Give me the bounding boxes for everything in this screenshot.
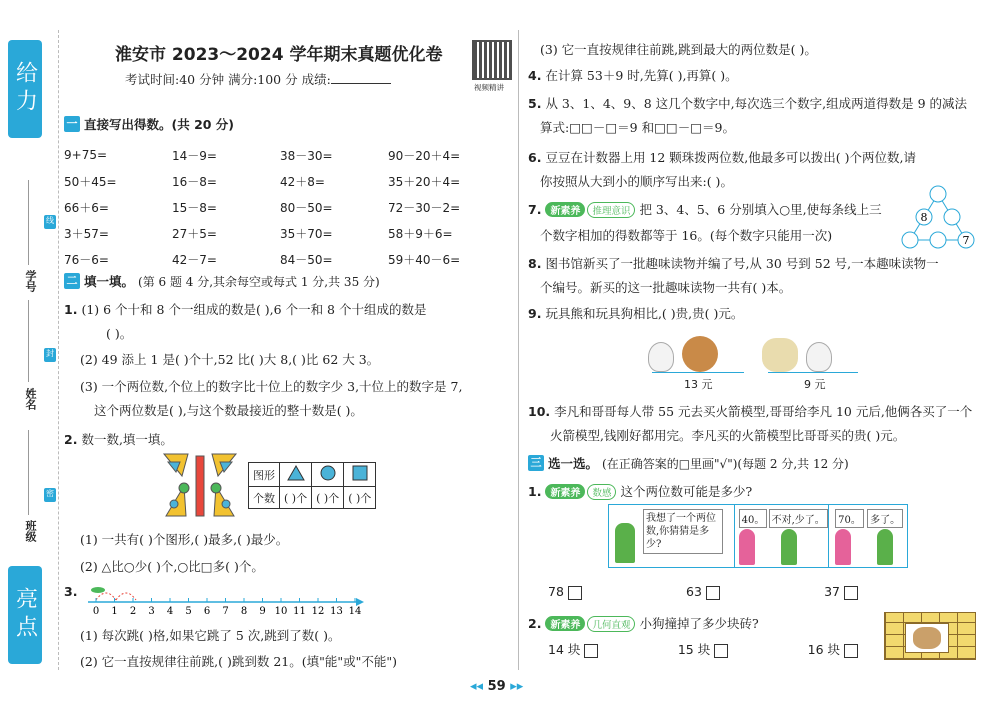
binding-line — [58, 30, 59, 670]
triangle-icon — [280, 463, 312, 487]
checkbox-14[interactable] — [584, 644, 598, 658]
section-3-number: 三 — [528, 455, 544, 471]
toy-cat-icon — [648, 342, 674, 372]
side-tab-bottom: 亮点 — [8, 566, 42, 664]
calc-item: 35＋70= — [280, 226, 333, 241]
calc-item: 3＋57= — [64, 226, 109, 241]
price-dog: 9 元 — [804, 378, 826, 391]
toy-dog-icon — [762, 338, 798, 372]
tick-label: 3 — [148, 606, 155, 617]
table-header-count: 个数 — [249, 487, 280, 509]
q2-part1: (1) 一共有( )个图形,( )最多,( )最少。 — [80, 532, 289, 547]
seal-dot-1: 线 — [44, 215, 56, 229]
bubble-5: 多了。 — [867, 509, 903, 528]
calc-row — [64, 246, 514, 272]
calc-item: 50＋45= — [64, 174, 117, 189]
q8: 8. 图书馆新买了一批趣味读物并编了号,从 30 号到 52 号,一本趣味读物一 — [528, 256, 939, 271]
calc-row — [64, 142, 514, 168]
section-2-note: (第 6 题 4 分,其余每空或每式 1 分,共 35 分) — [138, 274, 380, 289]
tick-label: 2 — [129, 606, 137, 617]
q2-title: 2. 数一数,填一填。 — [64, 432, 173, 447]
bubble-3: 不对,少了。 — [769, 509, 828, 528]
calc-grid — [64, 142, 514, 272]
dialog-cell-1 — [609, 505, 735, 567]
section-1-number: 一 — [64, 116, 80, 132]
count-square[interactable]: ( )个 — [344, 487, 376, 509]
toy-cat-icon-2 — [806, 342, 832, 372]
q7: 7. 新素养 推理意识 把 3、4、5、6 分别填入○里,使每条线上三 — [528, 202, 882, 217]
tick-label: 4 — [166, 606, 174, 617]
q7-cont: 个数字相加的得数都等于 16。(每个数字只能用一次) — [540, 228, 833, 243]
column-divider — [518, 30, 519, 670]
c1-subtag: 数感 — [587, 484, 616, 500]
toy-bear-icon — [682, 336, 718, 372]
price-bear: 13 元 — [684, 378, 713, 391]
number-line — [84, 580, 364, 620]
tick-label: 11 — [293, 606, 306, 617]
label-class: 班级 — [24, 520, 37, 542]
kid-icon-5 — [877, 529, 893, 565]
dialog-cell-3 — [829, 505, 907, 567]
tick-label: 14 — [348, 606, 362, 617]
calc-item: 9+75= — [64, 148, 108, 162]
checkbox-15[interactable] — [714, 644, 728, 658]
option-37[interactable]: 37 — [824, 584, 858, 600]
checkbox-16[interactable] — [844, 644, 858, 658]
q3-part3: (3) 它一直按规律往前跳,跳到最大的两位数是( )。 — [540, 42, 817, 57]
checkbox-37[interactable] — [844, 586, 858, 600]
c1-tag: 新素养 — [545, 484, 585, 499]
tick-label: 10 — [274, 606, 288, 617]
count-circle[interactable]: ( )个 — [312, 487, 344, 509]
section-3-title: 选一选。 — [548, 456, 599, 471]
triangle-circles-figure — [900, 184, 976, 252]
calc-item: 84－50= — [280, 252, 333, 267]
page-title: 淮安市 2023～2024 学年期末真题优化卷 — [115, 45, 443, 65]
price-line-2 — [768, 372, 858, 373]
tick-label: 8 — [240, 606, 248, 617]
q10-cont: 火箭模型,钱刚好都用完。李凡买的火箭模型比哥哥买的贵( )元。 — [550, 428, 906, 443]
q6-cont: 你按照从大到小的顺序写出来:( )。 — [540, 174, 733, 189]
label-school-number: 学号 — [24, 270, 37, 292]
dialog-cell-2 — [735, 505, 829, 567]
tick-label: 6 — [203, 606, 211, 617]
calc-item: 14－9= — [172, 148, 217, 163]
section-2-title: 填一填。 — [84, 274, 135, 289]
kid-icon-4 — [835, 529, 851, 565]
calc-item: 58＋9＋6= — [388, 226, 453, 241]
calc-row — [64, 194, 514, 220]
section-1-title: 直接写出得数。(共 20 分) — [84, 117, 235, 132]
butterfly-figure — [160, 452, 240, 520]
q5-cont: 算式:□□－□＝9 和□□－□＝9。 — [540, 120, 735, 135]
calc-item: 15－8= — [172, 200, 217, 215]
frog-icon — [91, 587, 105, 593]
tick-label: 13 — [330, 606, 343, 617]
calc-item: 42＋8= — [280, 174, 325, 189]
circle-value-8: 8 — [920, 211, 928, 224]
kid-icon-3 — [781, 529, 797, 565]
q9: 9. 玩具熊和玩具狗相比,( )贵,贵( )元。 — [528, 306, 744, 321]
q1-part1-cont: ( )。 — [106, 326, 133, 341]
side-tab-top: 给力 — [8, 40, 42, 138]
kid-icon-2 — [739, 529, 755, 565]
c1-options — [548, 584, 858, 600]
tick-label: 0 — [92, 606, 100, 617]
calc-item: 59＋40－6= — [388, 252, 461, 267]
dog-icon — [913, 627, 941, 649]
tick-label: 7 — [222, 606, 229, 617]
c2-subtag: 几何直观 — [587, 616, 635, 632]
brick-wall — [884, 612, 976, 660]
q3-part1: (1) 每次跳( )格,如果它跳了 5 次,跳到了数( )。 — [80, 628, 341, 643]
seal-dot-2: 封 — [44, 348, 56, 362]
q4: 4. 在计算 53＋9 时,先算( ),再算( )。 — [528, 68, 738, 83]
calc-item: 16－8= — [172, 174, 217, 189]
bubble-2: 40。 — [739, 509, 768, 528]
calc-row — [64, 220, 514, 246]
option-14[interactable]: 14 块 — [548, 640, 598, 658]
tick-label: 1 — [111, 606, 118, 617]
circle-icon — [312, 463, 344, 487]
bubble-4: 70。 — [835, 509, 864, 528]
toy-shelf-2 — [762, 330, 862, 372]
calc-item: 80－50= — [280, 200, 333, 215]
q6: 6. 豆豆在计数器上用 12 颗珠拨两位数,他最多可以拨出( )个两位数,请 — [528, 150, 916, 165]
section-2-heading — [64, 272, 380, 290]
count-triangle[interactable]: ( )个 — [280, 487, 312, 509]
q8-cont: 个编号。新买的这一批趣味读物一共有( )本。 — [540, 280, 792, 295]
q3-label: 3. — [64, 584, 78, 599]
q2-part2: (2) △比○少( )个,○比□多( )个。 — [80, 559, 264, 574]
tick-label: 5 — [185, 606, 192, 617]
c2: 2. 新素养 几何直观 小狗撞掉了多少块砖? — [528, 616, 759, 631]
q5: 5. 从 3、1、4、9、8 这几个数字中,每次选三个数字,组成两道得数是 9 的减法 — [528, 96, 967, 111]
kid-icon-1 — [615, 523, 635, 563]
page-number: ◂◂ 59 ▸▸ — [470, 679, 524, 694]
q7-subtag: 推理意识 — [587, 202, 635, 218]
c2-options — [548, 640, 858, 658]
checkbox-63[interactable] — [706, 586, 720, 600]
calc-item: 66＋6= — [64, 200, 109, 215]
q3-part2: (2) 它一直按规律往前跳,( )跳到数 21。(填"能"或"不能") — [80, 654, 398, 669]
dialog-panel — [608, 504, 908, 568]
bubble-1: 我想了一个两位数,你猜猜是多少? — [643, 509, 723, 554]
calc-item: 72－30－2= — [388, 200, 461, 215]
table-header-shape: 图形 — [249, 463, 280, 487]
calc-item: 38－30= — [280, 148, 333, 163]
tick-label: 12 — [311, 606, 325, 617]
option-63[interactable]: 63 — [686, 584, 720, 600]
section-2-number: 二 — [64, 273, 80, 289]
calc-item: 27＋5= — [172, 226, 217, 241]
calc-item: 42－7= — [172, 252, 217, 267]
qr-code[interactable] — [472, 40, 512, 80]
q7-tag: 新素养 — [545, 202, 585, 217]
c2-tag: 新素养 — [545, 616, 585, 631]
count-table — [248, 462, 376, 509]
c1: 1. 新素养 数感 这个两位数可能是多少? — [528, 484, 753, 499]
price-line-1 — [652, 372, 744, 373]
tick-label: 9 — [259, 606, 266, 617]
calc-row — [64, 168, 514, 194]
circle-value-7: 7 — [962, 234, 970, 247]
q1-part2: (2) 49 添上 1 是( )个十,52 比( )大 8,( )比 62 大 3。 — [80, 352, 380, 367]
class-line — [28, 430, 29, 515]
toy-shelf-1 — [648, 330, 748, 372]
option-16[interactable]: 16 块 — [808, 640, 858, 658]
calc-item: 76－6= — [64, 252, 109, 267]
calc-item: 35＋20＋4= — [388, 174, 461, 189]
q1-part3: (3) 一个两位数,个位上的数字比十位上的数字少 3,十位上的数字是 7, — [80, 379, 463, 394]
square-icon — [344, 463, 376, 487]
checkbox-78[interactable] — [568, 586, 582, 600]
subtitle-text: 考试时间:40 分钟 满分:100 分 成绩: — [125, 72, 331, 87]
page-subtitle — [125, 70, 391, 88]
section-3-heading — [528, 454, 849, 472]
q1-part1: 1. (1) 6 个十和 8 个一组成的数是( ),6 个一和 8 个十组成的数是 — [64, 302, 427, 317]
qr-caption: 视频精讲 — [474, 83, 504, 92]
q10: 10. 李凡和哥哥每人带 55 元去买火箭模型,哥哥给李凡 10 元后,他俩各买了一个 — [528, 404, 973, 419]
school-line — [28, 180, 29, 265]
section-1-heading — [64, 115, 234, 133]
label-name: 姓名 — [24, 388, 37, 410]
name-line — [28, 300, 29, 382]
option-15[interactable]: 15 块 — [678, 640, 728, 658]
option-78[interactable]: 78 — [548, 584, 582, 600]
calc-item: 90－20＋4= — [388, 148, 461, 163]
section-3-note: (在正确答案的□里画"√")(每题 2 分,共 12 分) — [602, 456, 849, 471]
seal-dot-3: 密 — [44, 488, 56, 502]
q1-part3-cont: 这个两位数是( ),与这个数最接近的整十数是( )。 — [94, 403, 363, 418]
